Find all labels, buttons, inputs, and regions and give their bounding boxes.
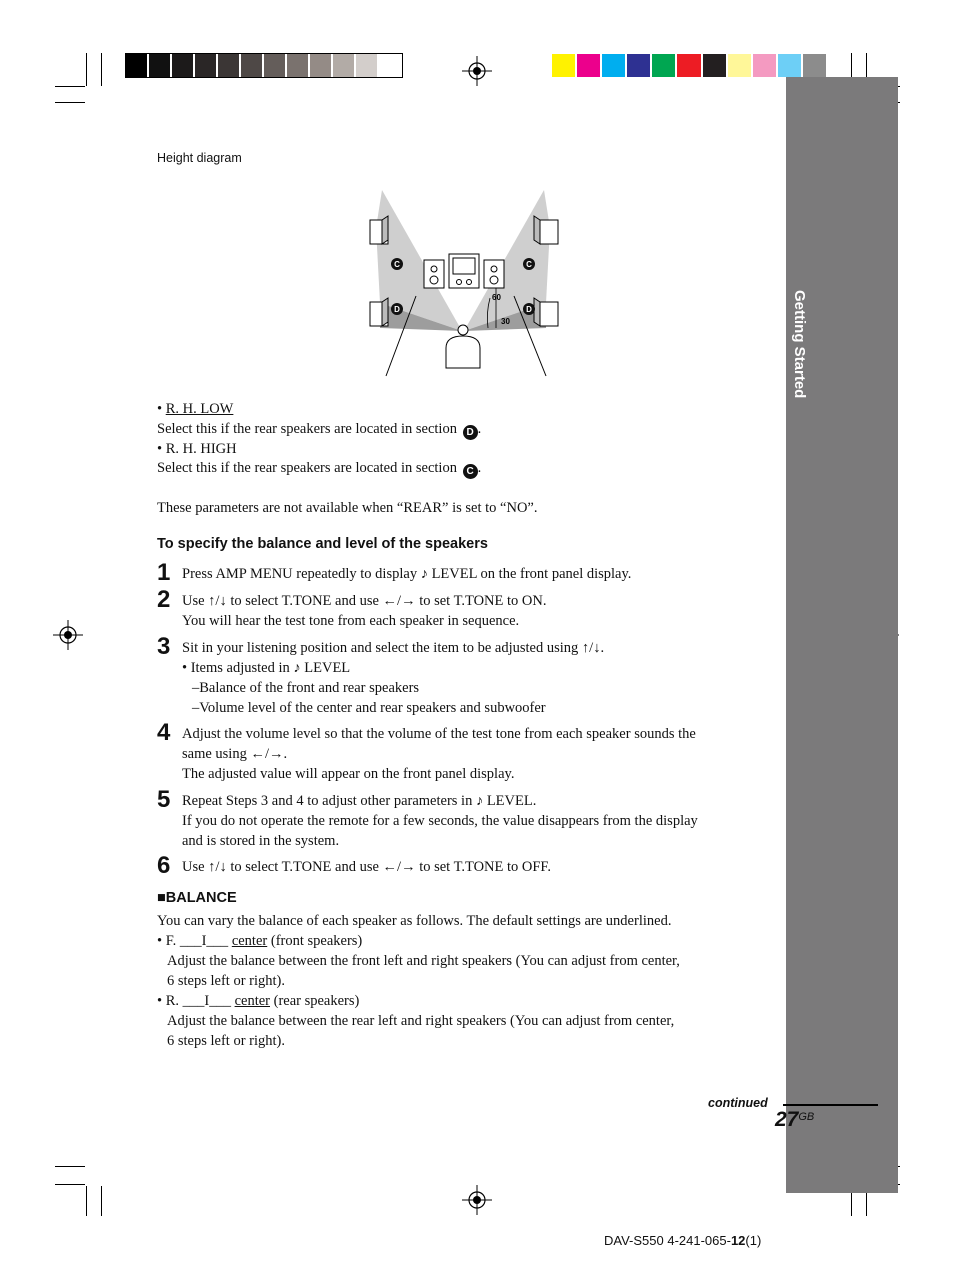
color-swatch bbox=[677, 54, 700, 77]
gray-swatch bbox=[310, 54, 331, 77]
gray-swatch bbox=[126, 54, 147, 77]
step-number-4: 4 bbox=[157, 719, 171, 746]
bullet: • bbox=[157, 441, 163, 457]
balance-rear-item bbox=[157, 991, 680, 1011]
model-code bbox=[604, 1233, 761, 1248]
rh-low-desc bbox=[157, 419, 481, 440]
gray-swatch bbox=[333, 54, 354, 77]
page-number: 27 bbox=[775, 1108, 799, 1131]
front-speaker-left bbox=[424, 260, 444, 288]
front-desc: Adjust the balance between the front left and right speakers (You can adjust from center, bbox=[167, 953, 680, 969]
tv-set bbox=[449, 254, 479, 288]
front-speaker-right bbox=[484, 260, 504, 288]
model-bold: 12 bbox=[730, 1233, 746, 1248]
front-desc: 6 steps left or right). bbox=[167, 973, 285, 989]
gray-swatch bbox=[149, 54, 170, 77]
crop-mark bbox=[55, 102, 85, 103]
color-swatch bbox=[652, 54, 675, 77]
gray-swatch bbox=[172, 54, 193, 77]
step-3-text bbox=[182, 638, 604, 718]
page-number-block bbox=[775, 1108, 814, 1132]
speaker-low-right bbox=[534, 298, 558, 326]
availability-note: These parameters are not available when “REAR” is set to “NO”. bbox=[157, 500, 538, 516]
gray-swatch bbox=[241, 54, 262, 77]
rh-high-label: R. H. HIGH bbox=[165, 441, 237, 457]
color-swatch bbox=[703, 54, 726, 77]
step-number-2: 2 bbox=[157, 586, 171, 613]
gray-swatch bbox=[356, 54, 377, 77]
registration-target-icon bbox=[462, 56, 492, 86]
gray-swatch bbox=[287, 54, 308, 77]
registration-target-icon bbox=[53, 620, 83, 650]
page-suffix: GB bbox=[798, 1111, 815, 1123]
rear-desc: 6 steps left or right). bbox=[167, 1033, 285, 1049]
section-c-badge: C bbox=[463, 464, 478, 479]
step-line: and is stored in the system. bbox=[182, 833, 340, 849]
diagram-badge-c-right: C bbox=[526, 260, 532, 269]
rh-high-desc-text: Select this if the rear speakers are located in section bbox=[157, 460, 457, 476]
angle-label-60: 60 bbox=[492, 293, 501, 302]
step-line: –Volume level of the center and rear speakers and subwoofer bbox=[192, 700, 546, 716]
gray-swatch bbox=[379, 54, 400, 77]
period: . bbox=[477, 460, 482, 476]
step-number-6: 6 bbox=[157, 852, 171, 879]
model-suffix: (1) bbox=[745, 1233, 762, 1248]
step-line: –Balance of the front and rear speakers bbox=[192, 680, 420, 696]
registration-target-icon bbox=[462, 1185, 492, 1215]
crop-mark bbox=[101, 53, 102, 86]
side-tab bbox=[786, 77, 898, 1193]
rear-suffix: (rear speakers) bbox=[270, 993, 360, 1009]
step-line: The adjusted value will appear on the front panel display. bbox=[182, 766, 515, 782]
balance-heading: ■BALANCE bbox=[157, 890, 237, 906]
step-line: same using ←/→. bbox=[182, 746, 288, 762]
crop-mark bbox=[86, 53, 87, 86]
step-2-text bbox=[182, 591, 546, 631]
continued-rule bbox=[783, 1104, 878, 1106]
gray-swatch bbox=[195, 54, 216, 77]
color-swatch bbox=[778, 54, 801, 77]
step-line: Use ↑/↓ to select T.TONE and use ←/→ to set T.TONE to OFF. bbox=[182, 859, 551, 875]
side-tab-label: Getting Started bbox=[791, 290, 808, 399]
crop-mark bbox=[101, 1186, 102, 1216]
balance-intro: You can vary the balance of each speaker as follows. The default settings are underlined. bbox=[157, 913, 672, 929]
color-swatch bbox=[552, 54, 575, 77]
rear-default: center bbox=[234, 993, 270, 1009]
speaker-high-left bbox=[370, 216, 388, 244]
step-line: Use ↑/↓ to select T.TONE and use ←/→ to set T.TONE to ON. bbox=[182, 593, 547, 609]
model-prefix: DAV-S550 4-241-065- bbox=[604, 1233, 731, 1248]
color-swatch bbox=[728, 54, 751, 77]
step-5-text bbox=[182, 791, 698, 851]
rh-high-item bbox=[157, 439, 237, 459]
height-diagram bbox=[366, 188, 562, 380]
crop-mark bbox=[55, 1184, 85, 1185]
color-swatch bbox=[577, 54, 600, 77]
color-swatch bbox=[753, 54, 776, 77]
section-d-badge: D bbox=[463, 425, 478, 440]
listener-chair bbox=[446, 325, 480, 368]
diagram-badge-d-right: D bbox=[526, 305, 532, 314]
step-number-5: 5 bbox=[157, 786, 171, 813]
rear-desc: Adjust the balance between the rear left and right speakers (You can adjust from center, bbox=[167, 1013, 675, 1029]
crop-mark bbox=[86, 1186, 87, 1216]
step-number-1: 1 bbox=[157, 559, 171, 586]
step-line: • Items adjusted in ♪ LEVEL bbox=[182, 660, 351, 676]
step-line: Press AMP MENU repeatedly to display ♪ LEVEL on the front panel display. bbox=[182, 566, 632, 582]
step-line: If you do not operate the remote for a few seconds, the value disappears from the display bbox=[182, 813, 698, 829]
gray-swatch bbox=[218, 54, 239, 77]
bullet: • bbox=[157, 401, 163, 417]
step-1-text bbox=[182, 564, 631, 584]
section-heading: To specify the balance and level of the speakers bbox=[157, 536, 488, 552]
balance-front-item bbox=[157, 931, 680, 951]
speaker-high-right bbox=[534, 216, 558, 244]
gray-swatch bbox=[264, 54, 285, 77]
crop-mark bbox=[55, 1166, 85, 1167]
rear-prefix: • R. ___I___ bbox=[157, 993, 235, 1009]
step-6-text bbox=[182, 857, 551, 877]
step-line: Adjust the volume level so that the volume of the test tone from each speaker sounds the bbox=[182, 726, 696, 742]
step-line: Repeat Steps 3 and 4 to adjust other parameters in ♪ LEVEL. bbox=[182, 793, 537, 809]
diagram-badge-d-left: D bbox=[394, 305, 400, 314]
gray-calibration-bar bbox=[125, 53, 403, 78]
rh-low-desc-text: Select this if the rear speakers are located in section bbox=[157, 421, 457, 437]
rh-high-desc bbox=[157, 458, 481, 479]
front-suffix: (front speakers) bbox=[267, 933, 363, 949]
speaker-low-left bbox=[370, 298, 388, 326]
rh-low-item bbox=[157, 399, 233, 419]
step-line: You will hear the test tone from each speaker in sequence. bbox=[182, 613, 520, 629]
front-prefix: • F. ___I___ bbox=[157, 933, 232, 949]
color-calibration-bar bbox=[552, 53, 828, 78]
crop-mark bbox=[55, 86, 85, 87]
color-swatch bbox=[602, 54, 625, 77]
period: . bbox=[477, 421, 482, 437]
balance-section bbox=[157, 911, 680, 1051]
rh-low-label: R. H. LOW bbox=[165, 401, 234, 417]
color-swatch bbox=[627, 54, 650, 77]
front-default: center bbox=[231, 933, 268, 949]
continued-label: continued bbox=[708, 1096, 768, 1110]
step-4-text bbox=[182, 724, 696, 784]
color-swatch bbox=[803, 54, 826, 77]
step-line: Sit in your listening position and select the item to be adjusted using ↑/↓. bbox=[182, 640, 605, 656]
step-number-3: 3 bbox=[157, 633, 171, 660]
angle-label-30: 30 bbox=[501, 317, 510, 326]
diagram-caption: Height diagram bbox=[157, 151, 242, 165]
diagram-badge-c-left: C bbox=[394, 260, 400, 269]
